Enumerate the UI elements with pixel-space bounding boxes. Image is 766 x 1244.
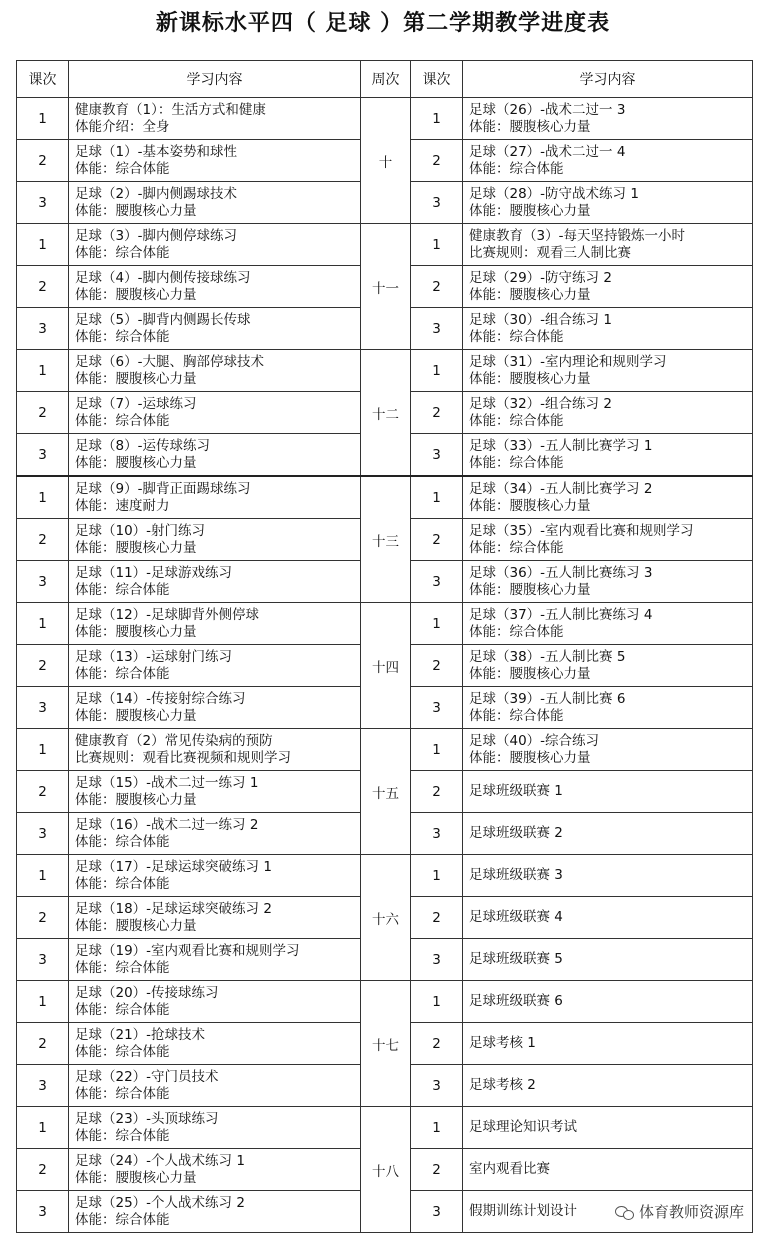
lesson-content — [69, 939, 361, 981]
lesson-number-text: 1 — [432, 489, 441, 506]
table-row — [17, 981, 753, 1023]
lesson-number-text: 2 — [38, 278, 47, 295]
lesson-number-right — [411, 98, 463, 140]
lesson-topic: 足球（9）-脚背正面踢球练习 — [75, 480, 251, 497]
page-title: 新课标水平四（ 足球 ）第二学期教学进度表 — [155, 11, 611, 36]
lesson-number-text: 1 — [38, 1119, 47, 1136]
lesson-content — [69, 771, 361, 813]
lesson-topic: 足球（31）-室内理论和规则学习 — [469, 353, 667, 370]
table-row — [17, 350, 753, 392]
lesson-topic: 足球（30）-组合练习 1 — [469, 311, 612, 328]
lesson-topic: 足球（39）-五人制比赛 6 — [469, 690, 626, 707]
lesson-fitness: 体能：腰腹核心力量 — [469, 202, 591, 219]
lesson-content-right — [463, 1107, 753, 1149]
lesson-fitness: 体能：腰腹核心力量 — [469, 749, 591, 766]
lesson-number — [17, 140, 69, 182]
lesson-number-text: 2 — [432, 404, 441, 421]
lesson-number — [17, 981, 69, 1023]
lesson-number-right — [411, 981, 463, 1023]
lesson-topic: 足球（15）-战术二过一练习 1 — [75, 774, 259, 791]
lesson-number — [17, 603, 69, 645]
week-number: 十三 — [361, 476, 411, 603]
lesson-fitness: 体能：腰腹核心力量 — [75, 707, 197, 724]
lesson-number-text: 1 — [432, 615, 441, 632]
lesson-fitness: 体能：腰腹核心力量 — [75, 370, 197, 387]
lesson-number-text: 2 — [38, 404, 47, 421]
lesson-content — [69, 1149, 361, 1191]
lesson-content-right — [463, 645, 753, 687]
lesson-topic: 足球（4）-脚内侧传接球练习 — [75, 269, 251, 286]
lesson-number-text: 1 — [38, 110, 47, 127]
lesson-number-text: 1 — [38, 867, 47, 884]
lesson-fitness: 体能：综合体能 — [75, 328, 170, 345]
schedule-table — [16, 60, 753, 1233]
lesson-number-text: 1 — [38, 741, 47, 758]
lesson-number-text: 1 — [38, 489, 47, 506]
lesson-fitness: 体能：腰腹核心力量 — [469, 497, 591, 514]
lesson-number-right — [411, 1107, 463, 1149]
lesson-content — [69, 855, 361, 897]
lesson-content — [69, 1107, 361, 1149]
lesson-fitness: 体能：腰腹核心力量 — [75, 202, 197, 219]
lesson-content — [69, 224, 361, 266]
lesson-number-text: 2 — [432, 152, 441, 169]
lesson-content-right — [463, 224, 753, 266]
lesson-fitness: 体能：腰腹核心力量 — [75, 539, 197, 556]
lesson-number-text: 2 — [38, 531, 47, 548]
lesson-fitness: 体能：综合体能 — [75, 959, 170, 976]
week-number: 十一 — [361, 224, 411, 350]
lesson-topic: 健康教育（2）常见传染病的预防 — [75, 732, 273, 749]
lesson-number-text: 1 — [38, 236, 47, 253]
lesson-fitness: 体能介绍：全身 — [75, 118, 170, 135]
lesson-fitness: 比赛规则：观看比赛视频和规则学习 — [75, 749, 291, 766]
lesson-topic: 足球班级联赛 2 — [469, 825, 563, 841]
lesson-number-text: 2 — [38, 909, 47, 926]
lesson-fitness: 体能：综合体能 — [75, 1043, 170, 1060]
lesson-number-text: 3 — [38, 446, 47, 463]
lesson-number-right — [411, 855, 463, 897]
lesson-content — [69, 813, 361, 855]
table-row — [17, 98, 753, 140]
lesson-fitness: 体能：综合体能 — [75, 833, 170, 850]
week-number: 十六 — [361, 855, 411, 981]
lesson-number — [17, 645, 69, 687]
lesson-topic: 足球考核 2 — [469, 1077, 536, 1093]
lesson-topic: 足球（11）-足球游戏练习 — [75, 564, 233, 581]
lesson-fitness: 体能：综合体能 — [75, 412, 170, 429]
lesson-fitness: 体能：综合体能 — [75, 244, 170, 261]
lesson-number-right — [411, 350, 463, 392]
table-row — [17, 855, 753, 897]
lesson-number — [17, 813, 69, 855]
week-number: 十二 — [361, 350, 411, 477]
lesson-number — [17, 350, 69, 392]
lesson-number — [17, 434, 69, 477]
lesson-number-right — [411, 897, 463, 939]
lesson-number-text: 2 — [38, 783, 47, 800]
lesson-topic: 足球（35）-室内观看比赛和规则学习 — [469, 522, 694, 539]
lesson-content — [69, 981, 361, 1023]
lesson-fitness: 体能：综合体能 — [469, 328, 564, 345]
table-row — [17, 476, 753, 519]
lesson-fitness: 体能：腰腹核心力量 — [75, 454, 197, 471]
lesson-topic: 足球（25）-个人战术练习 2 — [75, 1194, 245, 1211]
lesson-fitness: 体能：腰腹核心力量 — [75, 1169, 197, 1186]
lesson-number-right — [411, 729, 463, 771]
schedule-body — [17, 98, 753, 1233]
lesson-content-right — [463, 98, 753, 140]
lesson-number-text: 3 — [432, 1203, 441, 1220]
lesson-content-right — [463, 476, 753, 519]
lesson-topic: 足球班级联赛 3 — [469, 867, 563, 883]
lesson-content-right — [463, 182, 753, 224]
lesson-number-text: 3 — [432, 573, 441, 590]
lesson-number-right — [411, 266, 463, 308]
lesson-number-text: 2 — [38, 657, 47, 674]
lesson-fitness: 体能：综合体能 — [75, 1085, 170, 1102]
lesson-content-right — [463, 350, 753, 392]
lesson-number — [17, 939, 69, 981]
lesson-topic: 足球（19）-室内观看比赛和规则学习 — [75, 942, 300, 959]
lesson-content — [69, 687, 361, 729]
lesson-content — [69, 98, 361, 140]
header-lesson-right: 课次 — [411, 61, 463, 98]
lesson-number — [17, 1191, 69, 1233]
lesson-topic: 足球（38）-五人制比赛 5 — [469, 648, 626, 665]
lesson-number — [17, 182, 69, 224]
lesson-number — [17, 1065, 69, 1107]
lesson-number-text: 2 — [38, 1161, 47, 1178]
lesson-fitness: 比赛规则：观看三人制比赛 — [469, 244, 631, 261]
lesson-content-right — [463, 813, 753, 855]
lesson-number-right — [411, 561, 463, 603]
lesson-number-text: 1 — [432, 993, 441, 1010]
lesson-number — [17, 561, 69, 603]
lesson-number-text: 3 — [432, 446, 441, 463]
lesson-topic: 足球（18）-足球运球突破练习 2 — [75, 900, 272, 917]
lesson-content-right — [463, 771, 753, 813]
lesson-content-right — [463, 519, 753, 561]
lesson-fitness: 体能：综合体能 — [469, 160, 564, 177]
lesson-number-text: 1 — [432, 1119, 441, 1136]
lesson-number-right — [411, 140, 463, 182]
lesson-fitness: 体能：综合体能 — [469, 539, 564, 556]
lesson-topic: 足球（8）-运传球练习 — [75, 437, 210, 454]
lesson-topic: 足球（20）-传接球练习 — [75, 984, 219, 1001]
lesson-number-text: 3 — [432, 320, 441, 337]
week-number: 十 — [361, 98, 411, 224]
lesson-number-text: 2 — [432, 909, 441, 926]
lesson-fitness: 体能：腰腹核心力量 — [469, 286, 591, 303]
lesson-fitness: 体能：综合体能 — [75, 1001, 170, 1018]
lesson-number-right — [411, 687, 463, 729]
table-row — [17, 603, 753, 645]
lesson-fitness: 体能：腰腹核心力量 — [469, 581, 591, 598]
lesson-content-right — [463, 939, 753, 981]
table-row — [17, 224, 753, 266]
lesson-content-right — [463, 308, 753, 350]
lesson-number — [17, 1149, 69, 1191]
lesson-topic: 足球（24）-个人战术练习 1 — [75, 1152, 245, 1169]
lesson-topic: 足球班级联赛 5 — [469, 951, 563, 967]
lesson-topic: 足球（21）-抢球技术 — [75, 1026, 206, 1043]
lesson-topic: 足球（6）-大腿、胸部停球技术 — [75, 353, 264, 370]
watermark — [613, 1201, 746, 1222]
header-row — [17, 61, 753, 98]
lesson-number-text: 3 — [432, 951, 441, 968]
lesson-content — [69, 1065, 361, 1107]
lesson-content-right — [463, 434, 753, 477]
lesson-number-text: 2 — [38, 152, 47, 169]
lesson-number-right — [411, 182, 463, 224]
lesson-content — [69, 350, 361, 392]
lesson-number-text: 2 — [432, 783, 441, 800]
lesson-content — [69, 1023, 361, 1065]
lesson-content-right — [463, 687, 753, 729]
lesson-number — [17, 771, 69, 813]
lesson-number — [17, 98, 69, 140]
lesson-topic: 足球理论知识考试 — [469, 1119, 577, 1135]
lesson-number-text: 2 — [432, 1161, 441, 1178]
lesson-content — [69, 1191, 361, 1233]
lesson-fitness: 体能：腰腹核心力量 — [75, 623, 197, 640]
lesson-number-right — [411, 1023, 463, 1065]
lesson-fitness: 体能：腰腹核心力量 — [75, 917, 197, 934]
lesson-fitness: 体能：综合体能 — [469, 454, 564, 471]
lesson-topic: 足球（16）-战术二过一练习 2 — [75, 816, 259, 833]
lesson-number-text: 1 — [38, 362, 47, 379]
lesson-topic: 足球（17）-足球运球突破练习 1 — [75, 858, 272, 875]
lesson-number-text: 3 — [432, 825, 441, 842]
lesson-fitness: 体能：速度耐力 — [75, 497, 170, 514]
lesson-number — [17, 855, 69, 897]
lesson-content-right — [463, 266, 753, 308]
lesson-number-right — [411, 1149, 463, 1191]
watermark-text: 体育教师资源库 — [638, 1203, 744, 1221]
lesson-topic: 足球班级联赛 4 — [469, 909, 563, 925]
lesson-number-text: 3 — [432, 1077, 441, 1094]
lesson-fitness: 体能：综合体能 — [75, 160, 170, 177]
lesson-fitness: 体能：腰腹核心力量 — [469, 118, 591, 135]
lesson-topic: 足球（12）-足球脚背外侧停球 — [75, 606, 260, 623]
lesson-content-right — [463, 729, 753, 771]
lesson-number — [17, 1107, 69, 1149]
lesson-fitness: 体能：腰腹核心力量 — [469, 665, 591, 682]
lesson-topic: 足球（2）-脚内侧踢球技术 — [75, 185, 237, 202]
lesson-content — [69, 645, 361, 687]
week-number: 十四 — [361, 603, 411, 729]
lesson-topic: 足球（27）-战术二过一 4 — [469, 143, 626, 160]
week-number: 十八 — [361, 1107, 411, 1233]
lesson-content-right — [463, 561, 753, 603]
lesson-number-right — [411, 434, 463, 477]
lesson-content-right — [463, 897, 753, 939]
lesson-topic: 健康教育（1）：生活方式和健康 — [75, 101, 266, 118]
wechat-icon — [615, 1205, 635, 1219]
table-row — [17, 729, 753, 771]
lesson-number-text: 3 — [38, 573, 47, 590]
lesson-number-text: 1 — [38, 615, 47, 632]
lesson-topic: 室内观看比赛 — [469, 1161, 550, 1177]
lesson-topic: 足球（10）-射门练习 — [75, 522, 206, 539]
lesson-topic: 足球（40）-综合练习 — [469, 732, 600, 749]
lesson-number-text: 2 — [432, 1035, 441, 1052]
lesson-content — [69, 519, 361, 561]
week-number: 十五 — [361, 729, 411, 855]
lesson-fitness: 体能：综合体能 — [469, 412, 564, 429]
lesson-number-text: 3 — [38, 1203, 47, 1220]
lesson-topic: 足球（26）-战术二过一 3 — [469, 101, 626, 118]
lesson-number-right — [411, 308, 463, 350]
lesson-number — [17, 224, 69, 266]
lesson-number-text: 2 — [432, 531, 441, 548]
lesson-content — [69, 140, 361, 182]
lesson-content-right — [463, 855, 753, 897]
lesson-number-text: 1 — [432, 236, 441, 253]
lesson-number-text: 3 — [38, 320, 47, 337]
lesson-topic: 足球（28）-防守战术练习 1 — [469, 185, 639, 202]
lesson-fitness: 体能：综合体能 — [469, 623, 564, 640]
lesson-fitness: 体能：腰腹核心力量 — [75, 286, 197, 303]
lesson-content-right — [463, 603, 753, 645]
lesson-topic: 足球（1）-基本姿势和球性 — [75, 143, 237, 160]
lesson-content — [69, 434, 361, 477]
lesson-fitness: 体能：综合体能 — [75, 581, 170, 598]
lesson-number-right — [411, 519, 463, 561]
lesson-fitness: 体能：综合体能 — [469, 707, 564, 724]
lesson-topic: 足球（3）-脚内侧停球练习 — [75, 227, 237, 244]
lesson-content-right — [463, 1065, 753, 1107]
table-row — [17, 1107, 753, 1149]
lesson-topic: 足球（5）-脚背内侧踢长传球 — [75, 311, 251, 328]
lesson-content-right — [463, 1023, 753, 1065]
header-content-right: 学习内容 — [463, 61, 753, 98]
lesson-number — [17, 519, 69, 561]
lesson-number-text: 2 — [432, 657, 441, 674]
lesson-number-text: 3 — [432, 194, 441, 211]
lesson-number-right — [411, 771, 463, 813]
lesson-number-right — [411, 392, 463, 434]
lesson-content — [69, 603, 361, 645]
lesson-number — [17, 729, 69, 771]
lesson-content-right — [463, 392, 753, 434]
lesson-content-right — [463, 1149, 753, 1191]
lesson-number-text: 2 — [38, 1035, 47, 1052]
header-content: 学习内容 — [69, 61, 361, 98]
lesson-number — [17, 476, 69, 519]
lesson-topic: 足球（7）-运球练习 — [75, 395, 197, 412]
lesson-number — [17, 308, 69, 350]
lesson-number-text: 3 — [38, 825, 47, 842]
lesson-number-text: 3 — [38, 951, 47, 968]
lesson-number — [17, 687, 69, 729]
lesson-number-text: 3 — [432, 699, 441, 716]
lesson-number-right — [411, 476, 463, 519]
header-lesson: 课次 — [17, 61, 69, 98]
lesson-number-right — [411, 224, 463, 266]
lesson-fitness: 体能：综合体能 — [75, 875, 170, 892]
lesson-content — [69, 266, 361, 308]
lesson-topic: 足球（29）-防守练习 2 — [469, 269, 612, 286]
lesson-topic: 足球（23）-头顶球练习 — [75, 1110, 219, 1127]
lesson-fitness: 体能：综合体能 — [75, 1211, 170, 1228]
lesson-number-text: 1 — [432, 867, 441, 884]
lesson-number — [17, 1023, 69, 1065]
lesson-number-right — [411, 813, 463, 855]
lesson-number-text: 1 — [432, 110, 441, 127]
lesson-content — [69, 182, 361, 224]
lesson-content-right — [463, 981, 753, 1023]
lesson-topic: 足球（22）-守门员技术 — [75, 1068, 219, 1085]
lesson-topic: 足球班级联赛 1 — [469, 783, 563, 799]
lesson-fitness: 体能：腰腹核心力量 — [469, 370, 591, 387]
lesson-content — [69, 476, 361, 519]
lesson-number-right — [411, 1191, 463, 1233]
lesson-fitness: 体能：腰腹核心力量 — [75, 791, 197, 808]
lesson-number-text: 3 — [38, 1077, 47, 1094]
lesson-number-text: 3 — [38, 699, 47, 716]
lesson-topic: 足球（37）-五人制比赛练习 4 — [469, 606, 653, 623]
lesson-number-text: 1 — [38, 993, 47, 1010]
lesson-topic: 足球（32）-组合练习 2 — [469, 395, 612, 412]
lesson-number-text: 2 — [432, 278, 441, 295]
lesson-number-text: 1 — [432, 362, 441, 379]
lesson-number — [17, 897, 69, 939]
lesson-topic: 足球（34）-五人制比赛学习 2 — [469, 480, 653, 497]
lesson-topic: 足球（13）-运球射门练习 — [75, 648, 233, 665]
lesson-fitness: 体能：综合体能 — [75, 1127, 170, 1144]
lesson-number-text: 3 — [38, 194, 47, 211]
lesson-content — [69, 729, 361, 771]
lesson-number — [17, 392, 69, 434]
week-number: 十七 — [361, 981, 411, 1107]
lesson-content — [69, 561, 361, 603]
lesson-topic: 足球（36）-五人制比赛练习 3 — [469, 564, 653, 581]
lesson-content-right — [463, 140, 753, 182]
lesson-number-right — [411, 1065, 463, 1107]
lesson-content — [69, 897, 361, 939]
lesson-number — [17, 266, 69, 308]
lesson-number-right — [411, 939, 463, 981]
lesson-content — [69, 308, 361, 350]
header-week: 周次 — [361, 61, 411, 98]
lesson-topic: 足球（14）-传接射综合练习 — [75, 690, 246, 707]
lesson-topic: 假期训练计划设计 — [469, 1203, 577, 1219]
lesson-content — [69, 392, 361, 434]
lesson-number-right — [411, 603, 463, 645]
lesson-topic: 健康教育（3）-每天坚持锻炼一小时 — [469, 227, 685, 244]
lesson-topic: 足球考核 1 — [469, 1035, 536, 1051]
lesson-topic: 足球（33）-五人制比赛学习 1 — [469, 437, 653, 454]
lesson-fitness: 体能：综合体能 — [75, 665, 170, 682]
lesson-number-right — [411, 645, 463, 687]
lesson-topic: 足球班级联赛 6 — [469, 993, 563, 1009]
lesson-number-text: 1 — [432, 741, 441, 758]
